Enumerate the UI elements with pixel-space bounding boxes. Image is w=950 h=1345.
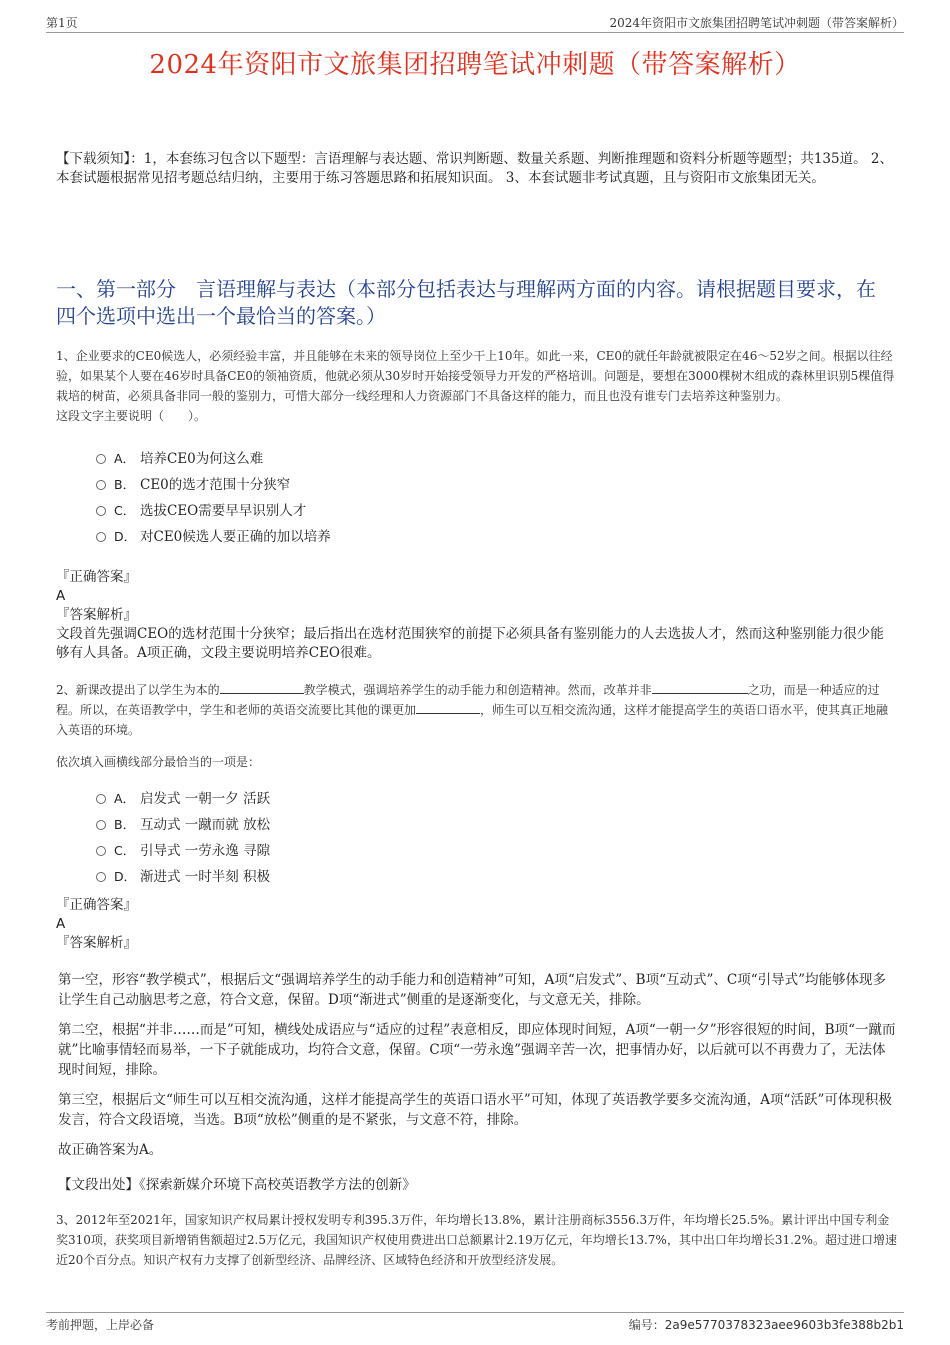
option-text: CE0的选才范围十分狭窄 bbox=[140, 477, 291, 493]
option-letter: A． bbox=[114, 451, 136, 466]
question-3-text: 3、2012年至2021年，国家知识产权局累计授权发明专利395.3万件，年均增长13.8%，累计注册商标3556.3万件，年均增长25.5%。累计评出中国专利金奖310项，获奖项目新增销售额超过2.5万亿元，我国知识产权使用费进出口总额累计2.19万亿元，年均增长13.7%，其中出口年均增长31.2%。超过进口增速近20个百分点。知识产权有力支撑了创新型经济、品牌经济、区域特色经济和开放型经济发展。 bbox=[56, 1213, 897, 1267]
paragraph: 第二空，根据“并非……而是”可知，横线处成语应与“适应的过程”表意相反，即应体现时间短，A项“一朝一夕”形容很短的时间，B项“一蹴而就”比喻事情轻而易举，一下子就能成功，均符合文意，保留。C项“一劳永逸”强调辛苦一次，把事情办好，以后就可以不再费力了，无法体现时间短，排除。 bbox=[58, 1022, 896, 1078]
stem-part: 之功，而是一种适应的过程。所以，在英语教学中，学生和老师的英语交流要比其他的课更加 bbox=[56, 683, 880, 717]
footer-slogan: 考前押题，上岸必备 bbox=[46, 1318, 155, 1332]
answer-value: A bbox=[56, 916, 66, 932]
question-2-prompt: 依次填入画横线部分最恰当的一项是： bbox=[56, 755, 261, 769]
option-letter: A． bbox=[114, 791, 136, 806]
question-2-answer-block bbox=[56, 896, 894, 953]
radio-icon[interactable] bbox=[96, 532, 106, 542]
blank-2 bbox=[652, 681, 748, 694]
analysis-label: 『答案解析』 bbox=[56, 935, 137, 951]
radio-icon[interactable] bbox=[96, 480, 106, 490]
source-citation: 【文段出处】《探索新媒介环境下高校英语教学方法的创新》 bbox=[58, 1177, 416, 1193]
blank-3 bbox=[416, 701, 480, 714]
option-letter: D． bbox=[114, 869, 137, 884]
q1-option-a[interactable] bbox=[96, 446, 331, 472]
option-text: 渐进式 一时半刻 积极 bbox=[140, 869, 271, 885]
q2-analysis-para-2 bbox=[58, 1020, 898, 1080]
download-notice: 【下载须知】：1，本套练习包含以下题型：言语理解与表达题、常识判断题、数量关系题、判断推理题和资料分析题等题型；共135道。 2、本套试题根据常见招考题总结归纳，主要用于练习答题思路和拓展知识面。 3、本套试题非考试真题，且与资阳市文旅集团无关。 bbox=[56, 151, 893, 186]
option-letter: C． bbox=[114, 503, 136, 518]
option-letter: D． bbox=[114, 529, 137, 544]
question-2-stem bbox=[56, 680, 898, 772]
option-letter: B． bbox=[114, 817, 136, 832]
question-2-text bbox=[56, 680, 898, 740]
option-text: 启发式 一朝一夕 活跃 bbox=[140, 791, 271, 807]
analysis-label: 『答案解析』 bbox=[56, 607, 137, 623]
stem-part: 教学模式，强调培养学生的动手能力和创造精神。然而，改革并非 bbox=[303, 683, 652, 697]
analysis-text: 文段首先强调CEO的选材范围十分狭窄；最后指出在选材范围狭窄的前提下必须具备有鉴别能力的人去选拔人才，然而这种鉴别能力很少能够有人具备。A项正确，文段主要说明培养CEO很难。 bbox=[56, 626, 884, 661]
radio-icon[interactable] bbox=[96, 872, 106, 882]
q1-option-b[interactable] bbox=[96, 472, 331, 498]
q2-source bbox=[58, 1175, 898, 1195]
stem-part: ，师生可以互相交流沟通，这样才能提高学生的英语口语水平，使其真正地融入英语的环境。 bbox=[56, 703, 889, 737]
footer-code bbox=[629, 1316, 904, 1333]
blank-1 bbox=[220, 681, 304, 694]
page-header bbox=[46, 14, 904, 33]
option-letter: C． bbox=[114, 843, 136, 858]
question-1-stem bbox=[56, 346, 898, 426]
option-text: 对CE0候选人要正确的加以培养 bbox=[140, 529, 331, 545]
q2-option-c[interactable] bbox=[96, 838, 270, 864]
option-text: 培养CE0为何这么难 bbox=[140, 451, 264, 467]
document-title: 2024年资阳市文旅集团招聘笔试冲刺题（带答案解析） bbox=[149, 50, 801, 80]
answer-value: A bbox=[56, 588, 66, 604]
radio-icon[interactable] bbox=[96, 454, 106, 464]
option-text: 互动式 一蹴而就 放松 bbox=[140, 817, 271, 833]
question-1-text: 1、企业要求的CE0候选人，必须经验丰富，并且能够在未来的领导岗位上至少干上10年。如此一来，CE0的就任年龄就被限定在46～52岁之间。根据以往经验，如果某个人要在46岁时具备CE0的领袖资质，他就必须从30岁时开始接受领导力开发的严格培训。问题是，要想在3000棵树木组成的森林里识别5棵值得栽培的树苗，必须具备非同一般的鉴别力，可惜大部分一线经理和人力资源部门不具备这样的能力，而且也没有谁专门去培养这种鉴别力。 bbox=[56, 349, 895, 403]
q1-option-d[interactable] bbox=[96, 524, 331, 550]
question-1-prompt: 这段文字主要说明（ ）。 bbox=[56, 409, 207, 423]
section-title: 一、第一部分 言语理解与表达（本部分包括表达与理解两方面的内容。请根据题目要求，在四个选项中选出一个最恰当的答案。） bbox=[56, 277, 876, 328]
q2-analysis-para-1 bbox=[58, 970, 898, 1010]
paragraph: 第三空，根据后文“师生可以互相交流沟通，这样才能提高学生的英语口语水平”可知，体现了英语教学要多交流沟通，A项“活跃”可体现积极发言，符合文段语境，当选。B项“放松”侧重的是不紧张，与文意不符，排除。 bbox=[58, 1092, 892, 1128]
question-2-options bbox=[96, 786, 270, 890]
radio-icon[interactable] bbox=[96, 506, 106, 516]
question-1-answer-block bbox=[56, 568, 894, 663]
code-value: 2a9e5770378323aee9603b3fe388b2b1 bbox=[664, 1318, 904, 1332]
radio-icon[interactable] bbox=[96, 846, 106, 856]
code-label: 编号： bbox=[628, 1318, 665, 1332]
answer-label: 『正确答案』 bbox=[56, 897, 137, 913]
q1-option-c[interactable] bbox=[96, 498, 331, 524]
option-text: 选拔CEO需要早早识别人才 bbox=[140, 503, 307, 519]
q2-option-b[interactable] bbox=[96, 812, 270, 838]
question-3-stem bbox=[56, 1210, 898, 1270]
answer-label: 『正确答案』 bbox=[56, 569, 137, 585]
paragraph: 第一空，形容“教学模式”，根据后文“强调培养学生的动手能力和创造精神”可知，A项“启发式”、B项“互动式”、C项“引导式”均能够体现多让学生自己动脑思考之意，符合文意，保留。D项“渐进式”侧重的是逐渐变化，与文意无关，排除。 bbox=[58, 972, 887, 1008]
option-text: 引导式 一劳永逸 寻隙 bbox=[140, 843, 271, 859]
q2-option-d[interactable] bbox=[96, 864, 270, 890]
radio-icon[interactable] bbox=[96, 820, 106, 830]
option-letter: B． bbox=[114, 477, 136, 492]
header-doc-title: 2024年资阳市文旅集团招聘笔试冲刺题（带答案解析） bbox=[609, 16, 904, 30]
q2-analysis-para-3 bbox=[58, 1090, 898, 1130]
page-number: 第1页 bbox=[46, 16, 78, 30]
q2-option-a[interactable] bbox=[96, 786, 270, 812]
paragraph: 故正确答案为A。 bbox=[58, 1142, 163, 1158]
radio-icon[interactable] bbox=[96, 794, 106, 804]
question-1-options bbox=[96, 446, 331, 550]
page-footer bbox=[46, 1312, 904, 1334]
q2-analysis-para-4 bbox=[58, 1140, 898, 1160]
stem-part: 2、新课改提出了以学生为本的 bbox=[56, 683, 220, 697]
